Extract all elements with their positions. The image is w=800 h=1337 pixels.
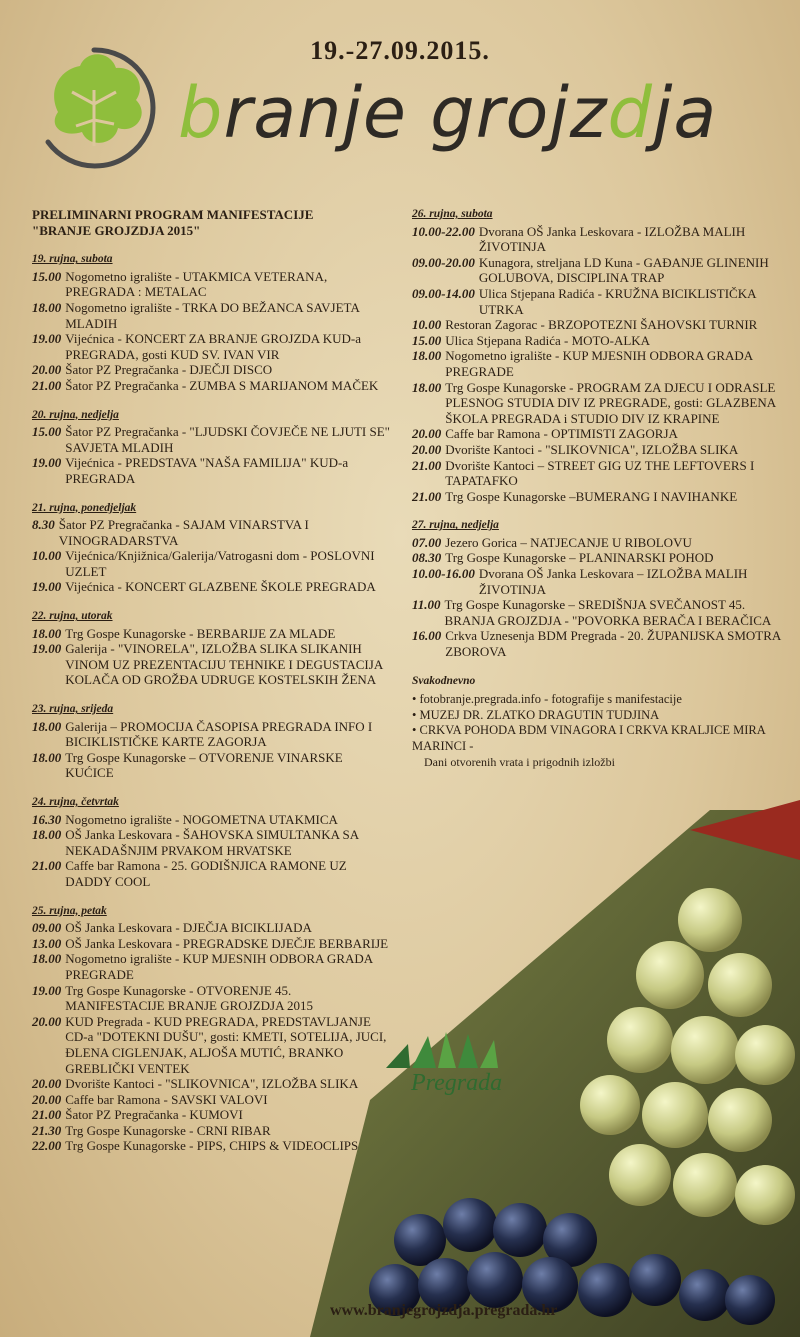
event-text: Dvorište Kantoci - "SLIKOVNICA", IZLOŽBA SLIKA [445, 441, 739, 457]
event-text: Galerija – PROMOCIJA ČASOPISA PREGRADA INFO I BICIKLISTIČKE KARTE ZAGORJA [65, 718, 373, 750]
event-row [412, 535, 792, 551]
event-time: 21.30 [32, 1122, 62, 1138]
event-text: Šator PZ Pregračanka - "LJUDSKI ČOVJEČE NE LJUTI SE" SAVJETA MLADIH [65, 424, 390, 455]
event-row [32, 331, 392, 362]
event-text: Šator PZ Pregračanka - SAJAM VINARSTVA I VINOGRADARSTVA [58, 517, 309, 548]
pregrada-label: Pregrada [411, 1070, 503, 1096]
event-time: 15.00 [32, 424, 62, 440]
event-text: Dvorište Kantoci – STREET GIG UZ THE LEFTOVERS I TAPATAFKO [445, 457, 755, 489]
day-title: 19. rujna, subota [32, 253, 113, 266]
event-time: 10.00-16.00 [412, 566, 475, 582]
event-time: 18.00 [32, 625, 62, 641]
event-time: 18.00 [32, 951, 62, 967]
event-time: 18.00 [412, 348, 442, 364]
event-time: 09.00-14.00 [412, 285, 475, 301]
event-time: 19.00 [32, 982, 62, 998]
event-text: Trg Gospe Kunagorske - CRNI RIBAR [65, 1122, 271, 1138]
event-time: 16.00 [412, 628, 442, 644]
day-block [412, 207, 792, 504]
event-time: 20.00 [32, 1076, 62, 1092]
day-block [32, 408, 392, 487]
day-title: 25. rujna, petak [32, 904, 107, 917]
event-time: 21.00 [32, 377, 62, 393]
event-row [412, 255, 792, 286]
event-text: Galerija - "VINORELA", IZLOŽBA SLIKA SLIKANIH VINOM UZ PREZENTACIJU TEHNIKE I DEGUSTACIJA KOLAČA OD GROŽĐA UDRUGE KOSTELSKIH ŽENA [65, 641, 383, 688]
event-text: OŠ Janka Leskovara - DJEČJA BICIKLIJADA [65, 920, 312, 936]
festival-title [178, 72, 717, 154]
event-row [412, 597, 792, 628]
event-time: 8.30 [32, 517, 55, 533]
event-row [32, 579, 392, 595]
event-time: 19.00 [32, 455, 62, 471]
event-time: 07.00 [412, 534, 442, 550]
day-title: 24. rujna, četvrtak [32, 796, 119, 808]
event-row [412, 550, 792, 566]
event-time: 21.00 [32, 858, 62, 874]
event-time: 19.00 [32, 641, 62, 657]
event-text: Trg Gospe Kunagorske - BERBARIJE ZA MLADE [65, 625, 336, 641]
intro-line: PRELIMINARNI PROGRAM MANIFESTACIJE [32, 207, 314, 222]
event-text: Caffe bar Ramona - OPTIMISTI ZAGORJA [445, 426, 678, 442]
title-part: ranje grojz [223, 72, 608, 154]
title-letter-b: b [178, 72, 224, 154]
event-row [412, 426, 792, 442]
event-time: 20.00 [412, 441, 442, 457]
event-text: Dvorište Kantoci - "SLIKOVNICA", IZLOŽBA SLIKA [65, 1076, 359, 1092]
event-text: Trg Gospe Kunagorske – SREDIŠNJA SVEČANOST 45. BRANJA GROJZDJA - "POVORKA BERAČA I BERAČICA [444, 597, 772, 628]
program-right-column [412, 207, 792, 770]
event-text: Trg Gospe Kunagorske – OTVORENJE VINARSKE KUĆICE [65, 749, 343, 781]
event-row [32, 378, 392, 394]
event-time: 18.00 [412, 379, 442, 395]
event-row [412, 380, 792, 427]
event-time: 10.00 [412, 317, 442, 333]
event-text: Dvorana OŠ Janka Leskovara - IZLOŽBA MALIH ŽIVOTINJA [478, 223, 746, 255]
everyday-item: • fotobranje.pregrada.info - fotografije s manifestacije [412, 692, 682, 707]
event-row [412, 566, 792, 597]
event-time: 13.00 [32, 935, 62, 951]
event-text: Vijećnica - KONCERT GLAZBENE ŠKOLE PREGRADA [65, 579, 376, 595]
everyday-title: Svakodnevno [412, 674, 476, 687]
event-time: 09.00 [32, 920, 62, 936]
event-time: 20.00 [32, 362, 62, 378]
event-time: 18.00 [32, 718, 62, 734]
event-row [412, 286, 792, 317]
day-block [32, 252, 392, 393]
event-text: Kunagora, streljana LD Kuna - GAĐANJE GLINENIH GOLUBOVA, DISCIPLINA TRAP [478, 254, 769, 286]
event-time: 08.30 [412, 550, 442, 566]
event-row [412, 317, 792, 333]
event-row [32, 424, 392, 455]
everyday-item: • CRKVA POHODA BDM VINAGORA I CRKVA KRALJICE MIRA MARINCI - [412, 723, 766, 753]
event-row [32, 300, 392, 331]
everyday-note: Dani otvorenih vrata i prigodnih izložbi [424, 754, 615, 769]
event-time: 10.00-22.00 [412, 223, 475, 239]
event-row [32, 750, 392, 781]
event-row [412, 442, 792, 458]
event-text: Vijećnica/Knjižnica/Galerija/Vatrogasni dom - POSLOVNI UZLET [65, 548, 375, 579]
event-row [32, 719, 392, 750]
event-time: 21.00 [412, 457, 442, 473]
intro-line: "BRANJE GROJZDJA 2015" [32, 222, 201, 238]
event-time: 10.00 [32, 548, 62, 564]
event-time: 20.00 [32, 1013, 62, 1029]
event-row [412, 628, 792, 659]
event-text: Šator PZ Pregračanka - ZUMBA S MARIJANOM MAČEK [65, 377, 379, 393]
event-text: Nogometno igralište - UTAKMICA VETERANA, PREGRADA : METALAC [65, 268, 328, 300]
event-time: 18.00 [32, 299, 62, 315]
event-text: OŠ Janka Leskovara - ŠAHOVSKA SIMULTANKA SA NEKADAŠNJIM PRVAKOM HRVATSKE [65, 827, 359, 858]
day-title: 22. rujna, utorak [32, 610, 113, 623]
event-text: Ulica Stjepana Radića - KRUŽNA BICIKLISTIČKA UTRKA [478, 285, 756, 317]
day-block [32, 501, 392, 596]
event-text: Trg Gospe Kunagorske –BUMERANG I NAVIHANKE [445, 488, 738, 504]
event-row [412, 224, 792, 255]
day-block [32, 609, 392, 688]
program-intro [32, 207, 392, 238]
event-time: 18.00 [32, 749, 62, 765]
event-text: Nogometno igralište - NOGOMETNA UTAKMICA [65, 811, 338, 827]
event-text: Šator PZ Pregračanka - KUMOVI [65, 1107, 243, 1123]
event-text: OŠ Janka Leskovara - PREGRADSKE DJEČJE BERBARIJE [65, 935, 389, 951]
event-row [32, 455, 392, 486]
event-row [412, 489, 792, 505]
event-row [32, 641, 392, 688]
event-text: Vijećnica - KONCERT ZA BRANJE GROJZDA KUD-a PREGRADA, gosti KUD SV. IVAN VIR [65, 331, 361, 362]
event-text: Šator PZ Pregračanka - DJEČJI DISCO [65, 362, 273, 378]
event-time: 20.00 [412, 426, 442, 442]
event-text: Vijećnica - PREDSTAVA "NAŠA FAMILIJA" KUD-a PREGRADA [65, 455, 349, 486]
event-time: 22.00 [32, 1138, 62, 1154]
everyday-item: • MUZEJ DR. ZLATKO DRAGUTIN TUDJINA [412, 707, 660, 722]
event-text: Trg Gospe Kunagorske – PLANINARSKI POHOD [445, 550, 714, 566]
event-row [412, 458, 792, 489]
grape-leaf-logo-icon [28, 42, 160, 174]
day-title: 23. rujna, srijeda [32, 703, 114, 716]
event-date: 19.-27.09.2015. [310, 36, 490, 65]
event-text: Jezero Gorica – NATJECANJE U RIBOLOVU [445, 534, 692, 550]
right-days [412, 207, 792, 660]
event-text: Crkva Uznesenja BDM Pregrada - 20. ŽUPANIJSKA SMOTRA ZBOROVA [445, 628, 781, 660]
event-text: Restoran Zagorac - BRZOPOTEZNI ŠAHOVSKI TURNIR [445, 317, 758, 333]
event-row [32, 517, 392, 548]
day-title: 26. rujna, subota [412, 208, 493, 220]
event-text: Trg Gospe Kunagorske - PIPS, CHIPS & VIDEOCLIPS [65, 1138, 359, 1154]
event-text: KUD Pregrada - KUD PREGRADA, PREDSTAVLJANJE CD-a "DOTEKNI DUŠU", gosti: KMETI, SOTELIJA, JUCI, ĐLENA CIGLENJAK, ALJOŠA MUTIĆ, BRANKO GREBLIČKI VENTEK [65, 1013, 387, 1076]
event-text: Trg Gospe Kunagorske - OTVORENJE 45. MANIFESTACIJE BRANJE GROJZDJA 2015 [65, 982, 314, 1014]
day-title: 20. rujna, nedjelja [32, 408, 119, 421]
event-row [412, 333, 792, 349]
event-time: 11.00 [412, 597, 441, 613]
event-time: 15.00 [32, 268, 62, 284]
event-text: Caffe bar Ramona - 25. GODIŠNJICA RAMONE UZ DADDY COOL [65, 858, 347, 889]
day-block [412, 518, 792, 659]
event-text: Nogometno igralište - KUP MJESNIH ODBORA GRADA PREGRADE [65, 951, 373, 982]
event-text: Caffe bar Ramona - SAVSKI VALOVI [65, 1091, 268, 1107]
title-end: ja [652, 72, 718, 154]
event-text: Ulica Stjepana Radića - MOTO-ALKA [445, 332, 651, 348]
day-title: 27. rujna, nedjelja [412, 519, 499, 532]
event-time: 21.00 [412, 488, 442, 504]
event-time: 21.00 [32, 1107, 62, 1123]
event-time: 20.00 [32, 1091, 62, 1107]
event-time: 16.30 [32, 811, 62, 827]
event-time: 15.00 [412, 332, 442, 348]
title-letter-d: d [607, 72, 653, 154]
event-text: Dvorana OŠ Janka Leskovara – IZLOŽBA MALIH ŽIVOTINJA [478, 566, 748, 597]
event-row [32, 269, 392, 300]
event-time: 09.00-20.00 [412, 254, 475, 270]
event-row [32, 362, 392, 378]
website-link[interactable]: www.branjegrojzdja.pregrada.hr [330, 1302, 558, 1319]
day-title: 21. rujna, ponedjeljak [32, 501, 137, 514]
event-time: 18.00 [32, 827, 62, 843]
everyday-section [412, 674, 792, 771]
event-row [32, 626, 392, 642]
event-row [32, 548, 392, 579]
event-text: Nogometno igralište - KUP MJESNIH ODBORA GRADA PREGRADE [445, 348, 753, 379]
event-text: Nogometno igralište - TRKA DO BEŽANCA SAVJETA MLADIH [65, 299, 360, 331]
event-time: 19.00 [32, 331, 62, 347]
event-row [412, 348, 792, 379]
day-block [32, 702, 392, 781]
event-time: 19.00 [32, 579, 62, 595]
event-text: Trg Gospe Kunagorske - PROGRAM ZA DJECU I ODRASLE PLESNOG STUDIA DIV IZ PREGRADE, gosti: GLAZBENA ŠKOLA PREGRADA i STUDIO DIV IZ KRAPINE [445, 379, 776, 426]
